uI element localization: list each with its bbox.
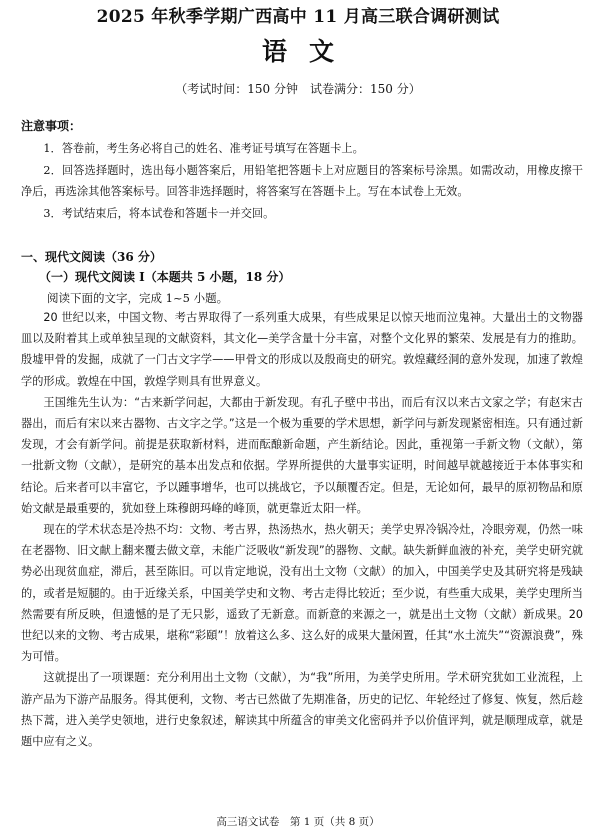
page-footer: 高三语文试卷 第 1 页（共 8 页） [216,816,380,828]
exam-title: 2025 年秋季学期广西高中 11 月高三联合调研测试 [96,7,500,27]
exam-info: （考试时间：150 分钟 试卷满分：150 分） [175,82,421,96]
notice-heading: 注意事项： [21,119,82,133]
subject-title: 语文 [261,37,356,66]
passage-paragraph: 20 世纪以来，中国文物、考古界取得了一系列重大成果，有些成果足以惊天地而泣鬼神。大量出土的文物器皿以及附着其上或单独呈现的文献资料，其文化—美学含量十分丰富，对整个文化界的繁荣、发展是有力的推助。殷墟甲骨的发掘，成就了一门古文字学——甲骨文的形成以及殷商史的研究。敦煌藏经洞的意外发现，加速了敦煌学的形成。敦煌在中国，敦煌学则具有世界意义。 [21,311,583,388]
passage-paragraph: 现在的学术状态是冷热不均：文物、考古界，热汤热水，热火朝天；美学史界冷锅冷灶，冷眼旁观，仍然一味在老器物、旧文献上翻来覆去做文章，未能广泛吸收“新发现”的器物、文献。缺失新鲜血液的补充，美学史研究就势必出现贫血症，滞后，甚至陈旧。可以肯定地说，没有出土文物（文献）的加入，中国美学史及其研究将是残缺的，或者是短腿的。由于近缘关系，中国美学史和文物、考古走得比较近；至少说，有些重大成果，美学史理所当然需要有所反映，但遗憾的是了无只影，遥致了无新意。而新意的来源之一，就是出土文物（文献）新成果。20 世纪以来的文物、考古成果，堪称“彩頤”！放着这么多、这么好的成果大量闲置，任其“水土流失”“资源浪费”，殊为可惜。 [21,523,583,664]
notice-item: 1．答卷前，考生务必将自己的姓名、准考证号填写在答题卡上。 [43,142,364,155]
notice-item: 2．回答选择题时，选出每小题答案后，用铅笔把答题卡上对应题目的答案标号涂黑。如需改动，用橡皮擦干净后，再选涂其他答案标号。回答非选择题时，将答案写在答题卡上。写在本试卷上无效。 [21,163,583,198]
reading-passage [21,307,583,752]
notice-item: 3．考试结束后，将本试卷和答题卡一并交回。 [43,206,275,220]
passage-paragraph: 王国维先生认为：“古来新学问起，大都由于新发现。有孔子壁中书出，而后有汉以来古文家之学；有赵宋古器出，而后有宋以来古器物、古文字之学。”这是一个极为重要的学术思想，新学问与新发现紧密相连。只有通过新发现，才会有新学问。前提是获取新材料，进而酝酿新命题，产生新结论。因此，重视第一手新文物（文献），第一批新文物（文献），是研究的基本出发点和依据。学界所提供的大量事实证明，时间越早就越接近于本体事实和结论。后来者可以丰富它，予以踵事增华，也可以挑战它，予以颠覆否定。但是，无论如何，最早的原初物品和原始文献是最重要的，犹如登上珠穆朗玛峰的峰顶，就更靠近太阳一样。 [21,395,583,515]
section-heading: 一、现代文阅读（36 分） [21,250,162,264]
subsection-heading: （一）现代文阅读 I（本题共 5 小题，18 分） [39,270,291,284]
passage-paragraph: 这就提出了一项课题：充分利用出土文物（文献），为“我”所用，为美学史所用。学术研究犹如工业流程，上游产品为下游产品服务。得其便利，文物、考古已然做了先期准备，历史的记忆、年轮经过了修复、恢复，然后趁热下蒿，进入美学史领地，进行史象叙述，解读其中所蕴含的审美文化密码并予以价值评判，就是顺理成章，就是题中应有之义。 [21,671,583,749]
reading-instruction: 阅读下面的文字，完成 1~5 小题。 [47,291,229,305]
notice-list [21,138,583,224]
